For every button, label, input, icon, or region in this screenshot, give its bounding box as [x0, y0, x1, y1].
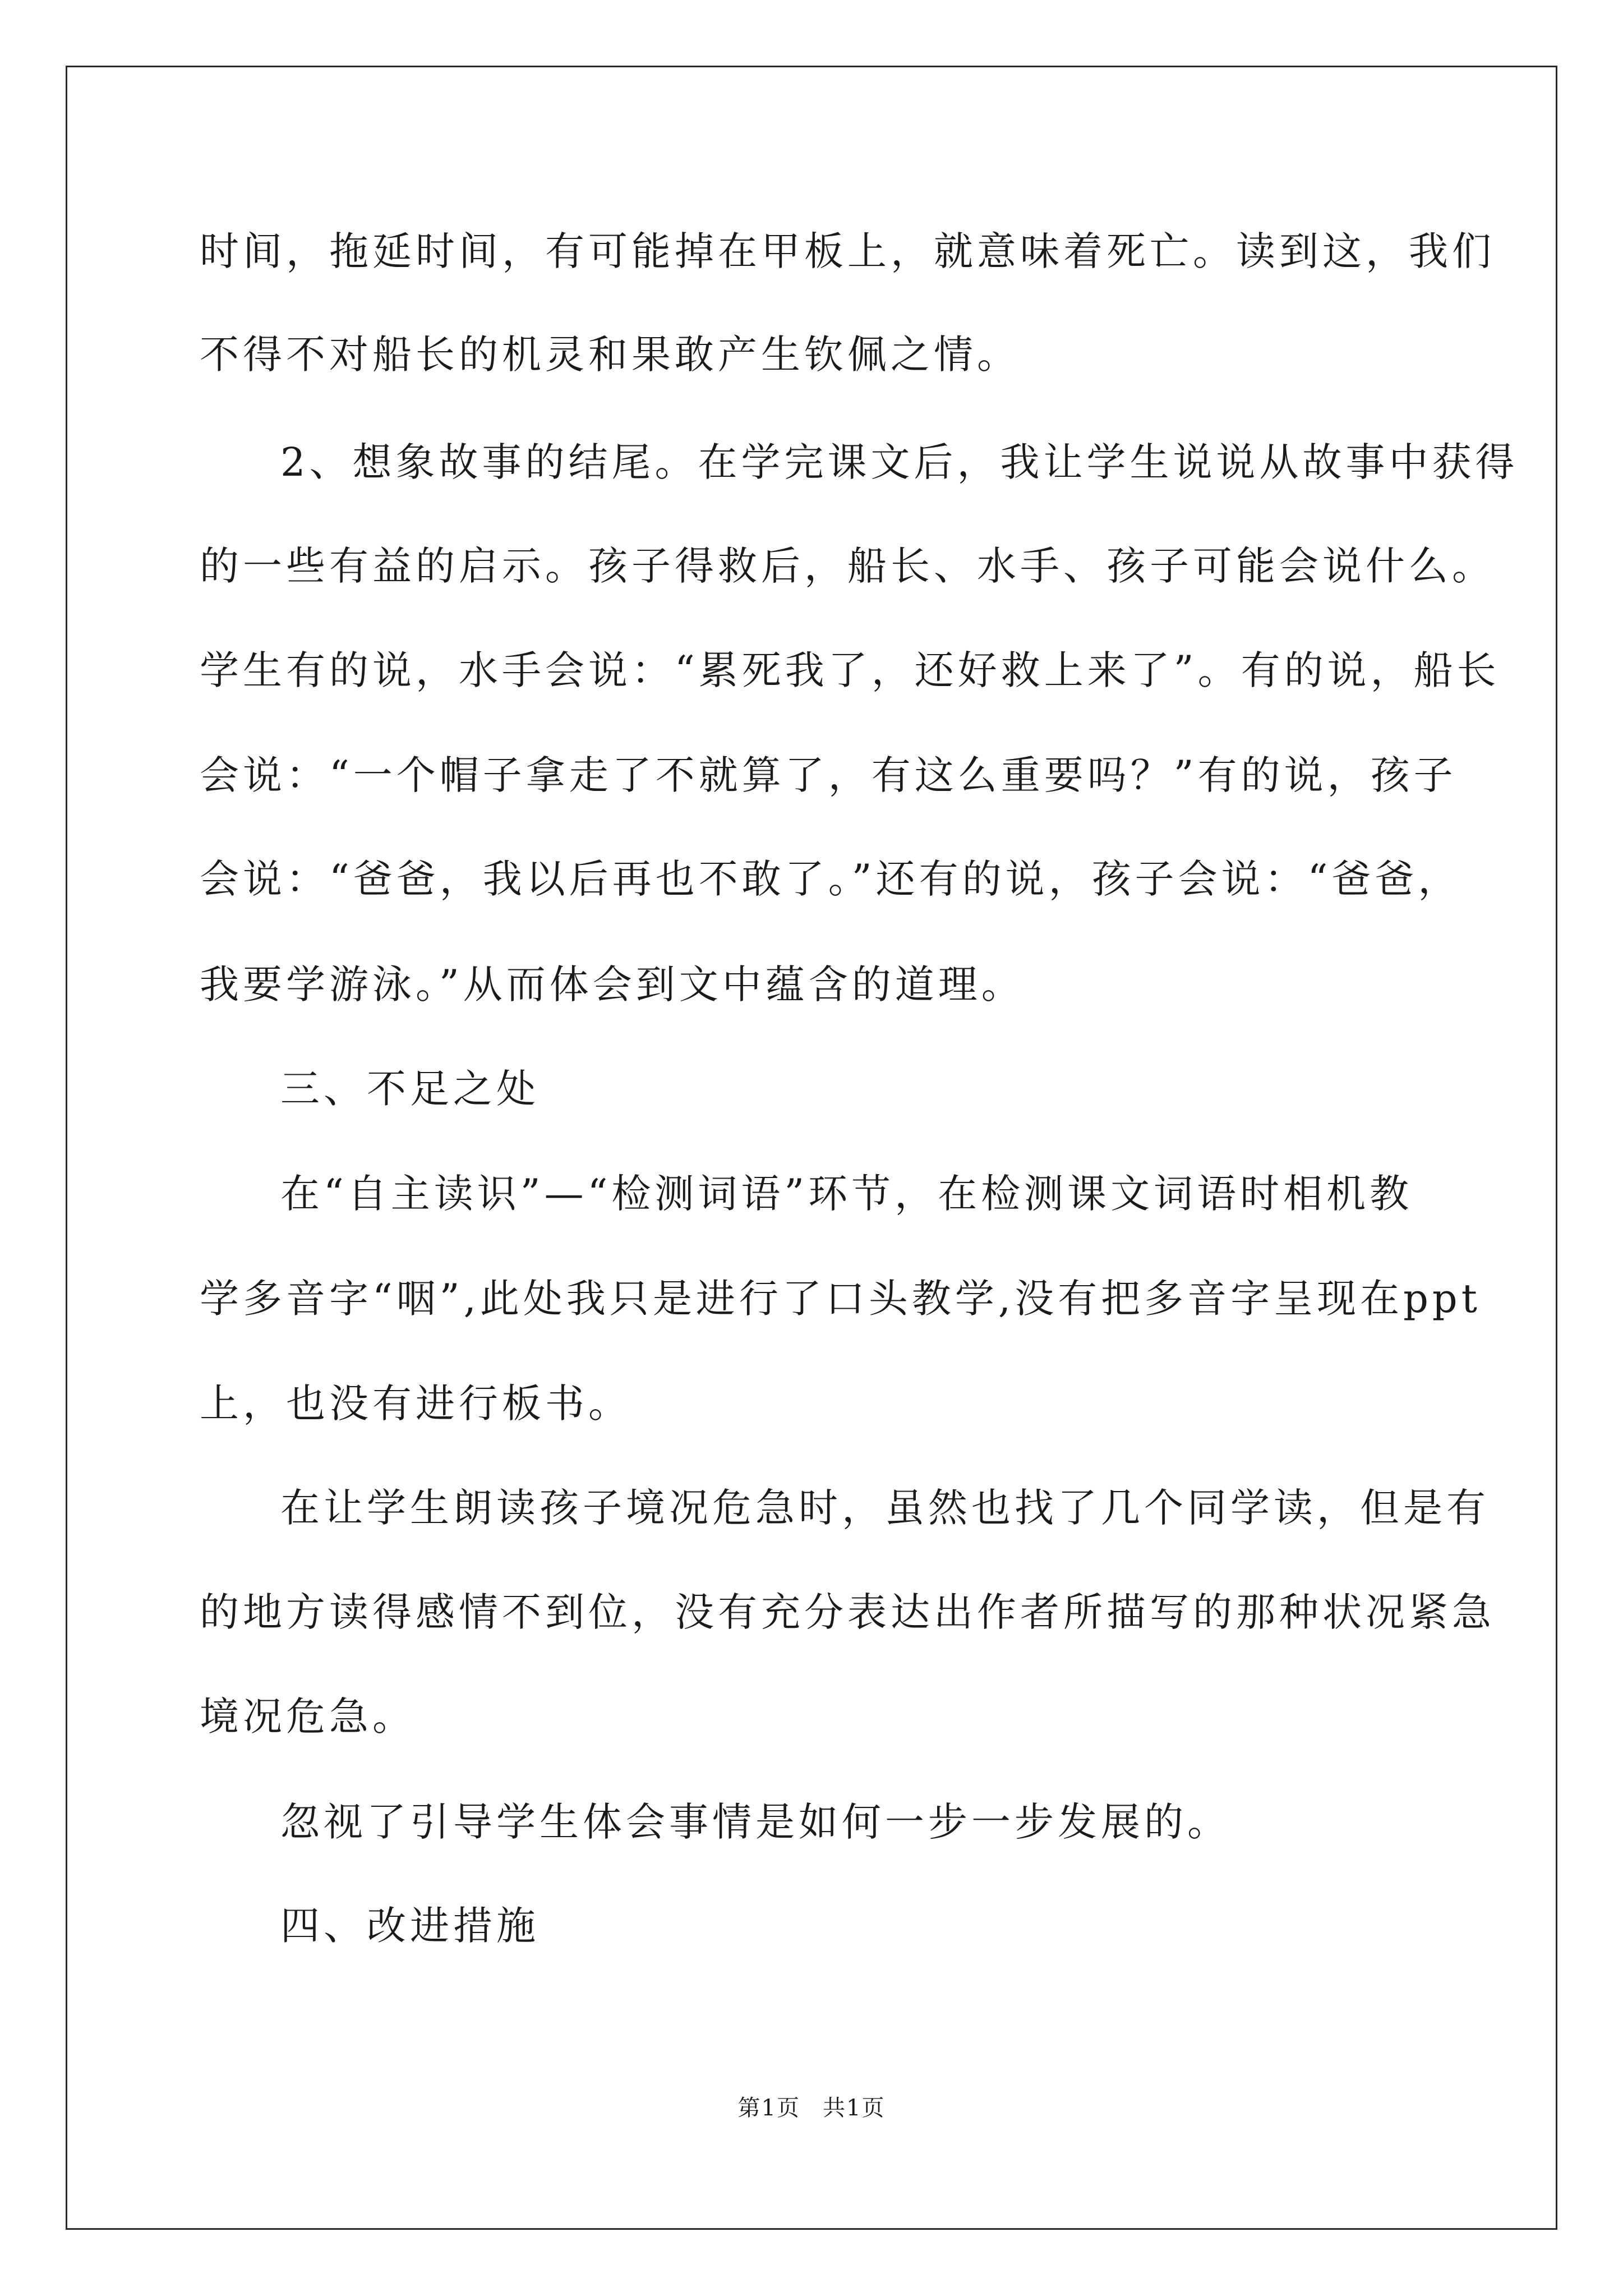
text-line: 学多音字“咽”,此处我只是进行了口头教学,没有把多音字呈现在ppt [200, 1276, 1481, 1322]
text-line: 的一些有益的启示。孩子得救后，船长、水手、孩子可能会说什么。 [200, 543, 1495, 589]
paragraph-start-line: 忽视了引导学生体会事情是如何一步一步发展的。 [280, 1799, 1230, 1845]
page-footer [0, 2092, 1623, 2124]
text-line: 我要学游泳。”从而体会到文中蕴含的道理。 [200, 961, 1025, 1007]
text-line: 学生有的说，水手会说：“累死我了，还好救上来了”。有的说，船长 [200, 647, 1500, 693]
text-line: 时间，拖延时间，有可能掉在甲板上，就意味着死亡。读到这，我们 [200, 228, 1495, 274]
text-line: 会说：“爸爸，我以后再也不敢了。”还有的说，孩子会说：“爸爸， [200, 856, 1461, 902]
page-total-label: 共1页 [823, 2095, 886, 2121]
text-line: 不得不对船长的机灵和果敢产生钦佩之情。 [200, 332, 1020, 378]
section-heading: 三、不足之处 [280, 1066, 540, 1112]
section-heading: 四、改进措施 [280, 1903, 540, 1949]
page-current-label: 第1页 [737, 2095, 800, 2121]
paragraph-start-line: 2、想象故事的结尾。在学完课文后，我让学生说说从故事中获得 [280, 439, 1519, 485]
paragraph-start-line: 在让学生朗读孩子境况危急时，虽然也找了几个同学读，但是有 [280, 1485, 1490, 1531]
text-line: 境况危急。 [200, 1694, 416, 1740]
text-line: 的地方读得感情不到位，没有充分表达出作者所描写的那种状况紧急 [200, 1589, 1495, 1635]
text-line: 上，也没有进行板书。 [200, 1381, 631, 1427]
text-line: 会说：“一个帽子拿走了不就算了，有这么重要吗？”有的说，孩子 [200, 752, 1457, 798]
paragraph-start-line: 在“自主读识”—“检测词语”环节，在检测课文词语时相机教 [280, 1171, 1413, 1217]
